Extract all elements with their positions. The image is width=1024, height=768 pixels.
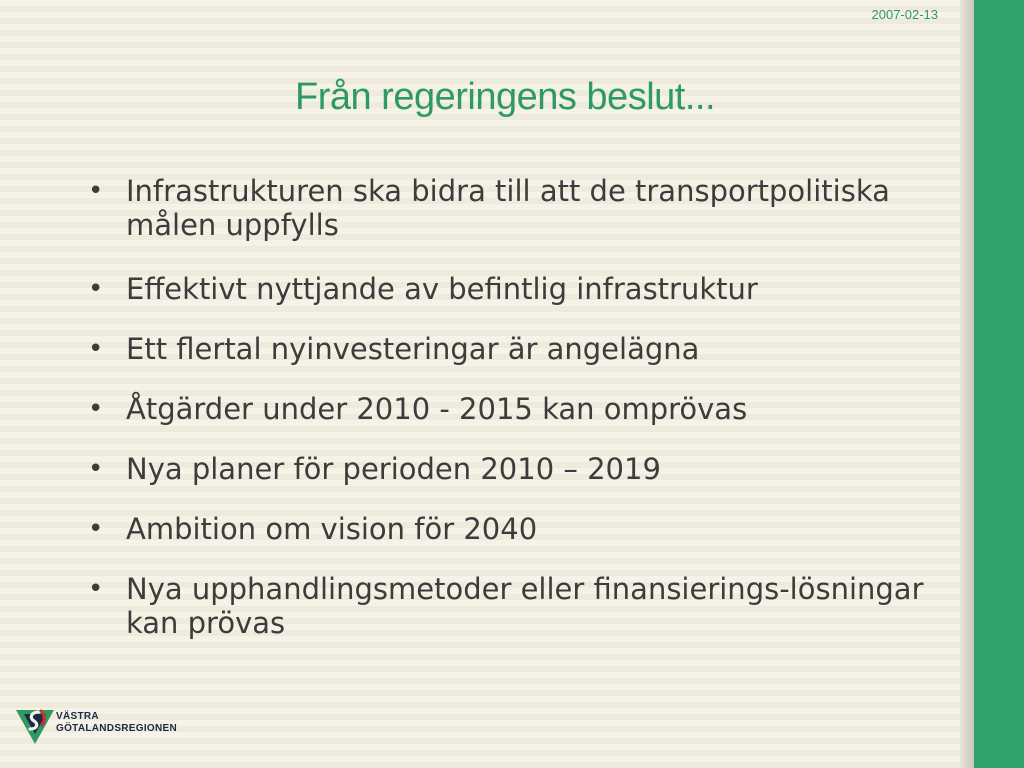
vastra-gotalandsregionen-logo <box>14 706 194 746</box>
logo-wordmark <box>56 711 177 735</box>
bullet-text: Åtgärder under 2010 - 2015 kan omprövas <box>126 392 748 426</box>
bullet-marker: • <box>88 274 104 304</box>
bullet-list <box>88 174 948 666</box>
bullet-marker: • <box>88 394 104 424</box>
bullet-text: Ambition om vision för 2040 <box>126 512 538 546</box>
bullet-marker: • <box>88 176 104 206</box>
bullet-item <box>88 332 948 366</box>
bullet-marker: • <box>88 454 104 484</box>
bullet-text: Effektivt nyttjande av befintlig infrastruktur <box>126 272 758 306</box>
slide-date: 2007-02-13 <box>871 7 938 22</box>
bullet-marker: • <box>88 574 104 604</box>
bullet-item <box>88 174 948 242</box>
bullet-text: Ett flertal nyinvesteringar är angelägna <box>126 332 700 366</box>
bullet-item <box>88 572 948 640</box>
bullet-item <box>88 452 948 486</box>
side-shadow <box>960 0 974 768</box>
logo-line-1: VÄSTRA <box>56 711 99 722</box>
bullet-item <box>88 392 948 426</box>
bullet-item <box>88 272 948 306</box>
bullet-item <box>88 512 948 546</box>
bullet-marker: • <box>88 514 104 544</box>
bullet-text: Nya upphandlingsmetoder eller finansierings-lösningar kan prövas <box>126 572 924 640</box>
bullet-text: Nya planer för perioden 2010 – 2019 <box>126 452 661 486</box>
slide-title: Från regeringens beslut... <box>294 76 715 118</box>
logo-line-2: GÖTALANDSREGIONEN <box>56 723 178 734</box>
green-side-bar <box>974 0 1024 768</box>
bullet-marker: • <box>88 334 104 364</box>
vastra-gotalandsregionen-logo-icon <box>14 706 56 746</box>
bullet-text: Infrastrukturen ska bidra till att de transportpolitiska målen uppfylls <box>126 174 890 242</box>
